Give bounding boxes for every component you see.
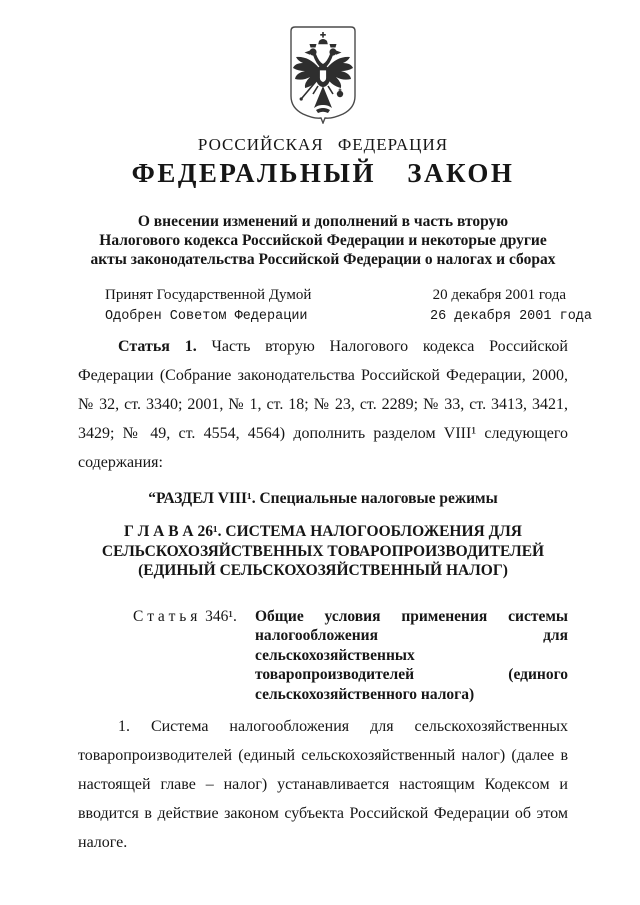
article-346-1-title: Общие условия применения системы налогообложения для сельскохозяйственных товаропроизводителей (единого сельскохозяйственного налога) [255,607,568,703]
chapter-26-1-heading [78,522,568,581]
adopted-by-duma-label: Принят Государственной Думой [105,287,312,303]
approved-by-council-date: 26 декабря 2001 года [429,309,592,324]
russian-coat-of-arms-icon [287,24,359,124]
law-title-line: О внесении изменений и дополнений в часть вторую [137,213,509,230]
chapter-heading-line: Г Л А В А 26¹. СИСТЕМА НАЛОГООБЛОЖЕНИЯ ДЛЯ [123,523,522,540]
chapter-heading-line: (ЕДИНЫЙ СЕЛЬСКОХОЗЯЙСТВЕННЫЙ НАЛОГ) [138,562,508,579]
article-1-text: Часть вторую Налогового кодекса Российской Федерации (Собрание законодательства Российской Федерации, 2000, № 32, ст. 3340; 2001, № 1, ст. 18; № 23, ст. 2289; № 33, ст. 3413, 3421, 3429; № 49, ст. 4554, 4564) дополнить разделом VIII¹ следующего содержания: [78,338,568,471]
article-1-paragraph [78,332,568,477]
law-title-line: акты законодательства Российской Федерации о налогах и сборах [90,251,556,268]
article-346-1-label: С т а т ь я 346¹. [133,607,237,625]
adopted-by-duma-date: 20 декабря 2001 года [432,287,566,303]
chapter-heading-line: СЕЛЬСКОХОЗЯЙСТВЕННЫХ ТОВАРОПРОИЗВОДИТЕЛЕЙ [101,542,545,560]
article-346-1-heading [78,607,568,705]
paragraph-1-text: 1. Система налогообложения для сельскохозяйственных товаропроизводителей (единый сельскохозяйственный налог) (далее в настоящей главе – налог) устанавливается настоящим Кодексом и вводится в действие законом субъекта Российской Федерации об этом налоге. [78,718,568,851]
approved-by-council-row [105,306,592,328]
law-title [78,212,568,269]
adoption-block [105,284,592,328]
law-title-line: Налогового кодекса Российской Федерации и некоторые другие [99,232,547,249]
adopted-by-duma-row [105,284,592,306]
emblem-container [78,0,568,124]
document-type-title: ФЕДЕРАЛЬНЫЙ ЗАКОН [131,158,515,188]
article-1-label: Статья 1. [118,338,197,355]
country-name: РОССИЙСКАЯ ФЕДЕРАЦИЯ [197,135,449,154]
approved-by-council-label: Одобрен Советом Федерации [105,309,308,324]
section-8-1-heading: “РАЗДЕЛ VIII¹. Специальные налоговые режимы [148,490,498,507]
